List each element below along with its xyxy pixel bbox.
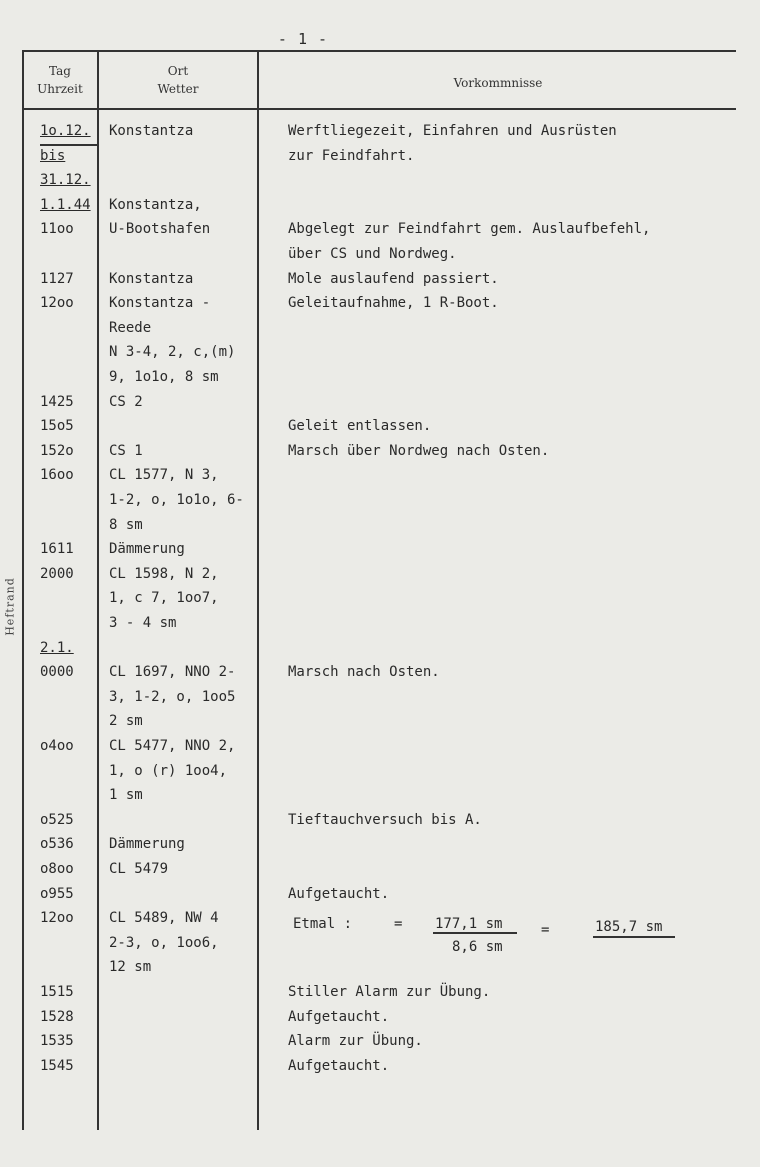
time-cell: 0000	[40, 664, 74, 681]
location-weather-cell: 1-2, o, 1o1o, 6-	[109, 492, 244, 508]
time-cell: 1528	[40, 1008, 74, 1025]
location-weather-cell: Konstantza	[109, 270, 194, 287]
fraction-line	[433, 932, 517, 934]
time-cell: 1o.12.	[40, 123, 91, 139]
time-cell: 2.1.	[40, 639, 74, 656]
margin-label: Heftrand	[3, 577, 17, 636]
location-weather-cell: CL 5479	[109, 861, 169, 877]
table-left-border	[22, 50, 24, 1130]
location-weather-cell: Konstantza	[109, 123, 194, 139]
location-weather-cell: CL 1697, NNO 2-	[109, 664, 236, 681]
location-weather-cell: 3, 1-2, o, 1oo5	[109, 688, 236, 705]
time-cell: 1545	[40, 1057, 74, 1074]
table-top-border	[22, 50, 736, 52]
time-cell: 16oo	[40, 467, 74, 484]
time-cell: 2000	[40, 565, 74, 582]
location-weather-cell: U-Bootshafen	[109, 221, 211, 238]
time-cell: bis	[40, 147, 66, 164]
location-weather-cell: 1, o (r) 1oo4,	[109, 762, 228, 779]
event-cell: Stiller Alarm zur Übung.	[288, 984, 491, 1000]
time-cell: o8oo	[40, 861, 74, 877]
event-cell: Tieftauchversuch bis A.	[288, 811, 482, 828]
etmal-label: Etmal :	[293, 916, 353, 932]
date-block-rule	[40, 144, 98, 146]
location-weather-cell: N 3-4, 2, c,(m)	[109, 344, 236, 361]
time-cell: 152o	[40, 442, 74, 459]
location-weather-cell: Dämmerung	[109, 836, 185, 853]
event-cell: Geleit entlassen.	[288, 418, 432, 435]
location-weather-cell: CL 1577, N 3,	[109, 467, 219, 484]
location-weather-cell: 12 sm	[109, 959, 152, 976]
etmal-denominator: 8,6 sm	[452, 939, 503, 955]
time-cell: 1.1.44	[40, 196, 91, 213]
etmal-result: 185,7 sm	[595, 919, 663, 935]
event-cell: Aufgetaucht.	[288, 1057, 390, 1074]
time-cell: o536	[40, 836, 74, 853]
time-cell: 1535	[40, 1033, 74, 1050]
location-weather-cell: 3 - 4 sm	[109, 615, 177, 631]
location-weather-cell: CL 5489, NW 4	[109, 910, 219, 927]
location-weather-cell: 2-3, o, 1oo6,	[109, 934, 219, 951]
event-cell: über CS und Nordweg.	[288, 246, 457, 262]
location-weather-cell: Konstantza -	[109, 295, 211, 312]
time-cell: 1611	[40, 541, 74, 558]
location-weather-cell: CL 5477, NNO 2,	[109, 738, 236, 754]
event-cell: Abgelegt zur Feindfahrt gem. Auslaufbefehl,	[288, 221, 651, 238]
time-cell: 1425	[40, 393, 74, 410]
etmal-equals-1: =	[394, 916, 403, 932]
location-weather-cell: 8 sm	[109, 516, 143, 533]
time-cell: o525	[40, 811, 74, 828]
location-weather-cell: 1, c 7, 1oo7,	[109, 590, 219, 607]
location-weather-cell: CS 1	[109, 442, 143, 459]
event-cell: Marsch über Nordweg nach Osten.	[288, 442, 550, 459]
location-weather-cell: Dämmerung	[109, 541, 185, 558]
location-weather-cell: Konstantza,	[109, 196, 202, 213]
location-weather-cell: CL 1598, N 2,	[109, 565, 219, 582]
event-cell: Alarm zur Übung.	[288, 1033, 423, 1050]
header-col2: Ort Wetter	[157, 64, 199, 96]
time-cell: o955	[40, 885, 74, 902]
time-cell: 1127	[40, 270, 74, 287]
column-divider-2	[257, 50, 259, 1130]
event-cell: Geleitaufnahme, 1 R-Boot.	[288, 295, 499, 312]
location-weather-cell: 1 sm	[109, 787, 143, 804]
time-cell: 12oo	[40, 910, 74, 927]
event-cell: Mole auslaufend passiert.	[288, 270, 499, 287]
time-cell: 1515	[40, 984, 74, 1000]
location-weather-cell: Reede	[109, 319, 152, 336]
event-cell: zur Feindfahrt.	[288, 147, 415, 164]
result-underline	[593, 936, 675, 938]
time-cell: 11oo	[40, 221, 74, 238]
etmal-numerator: 177,1 sm	[435, 916, 503, 932]
location-weather-cell: 9, 1o1o, 8 sm	[109, 369, 219, 385]
header-col3: Vorkommnisse	[453, 76, 543, 90]
location-weather-cell: CS 2	[109, 393, 143, 410]
event-cell: Aufgetaucht.	[288, 885, 390, 902]
header-col1: Tag Uhrzeit	[37, 64, 83, 96]
time-cell: 12oo	[40, 295, 74, 312]
event-cell: Werftliegezeit, Einfahren und Ausrüsten	[288, 123, 617, 139]
event-cell: Aufgetaucht.	[288, 1008, 390, 1025]
time-cell: 31.12.	[40, 172, 91, 189]
page-number: - 1 -	[277, 30, 329, 48]
etmal-equals-2: =	[541, 922, 550, 938]
event-cell: Marsch nach Osten.	[288, 664, 440, 681]
header-bottom-border	[22, 108, 736, 110]
time-cell: 15o5	[40, 418, 74, 435]
time-cell: o4oo	[40, 738, 74, 754]
location-weather-cell: 2 sm	[109, 713, 143, 730]
